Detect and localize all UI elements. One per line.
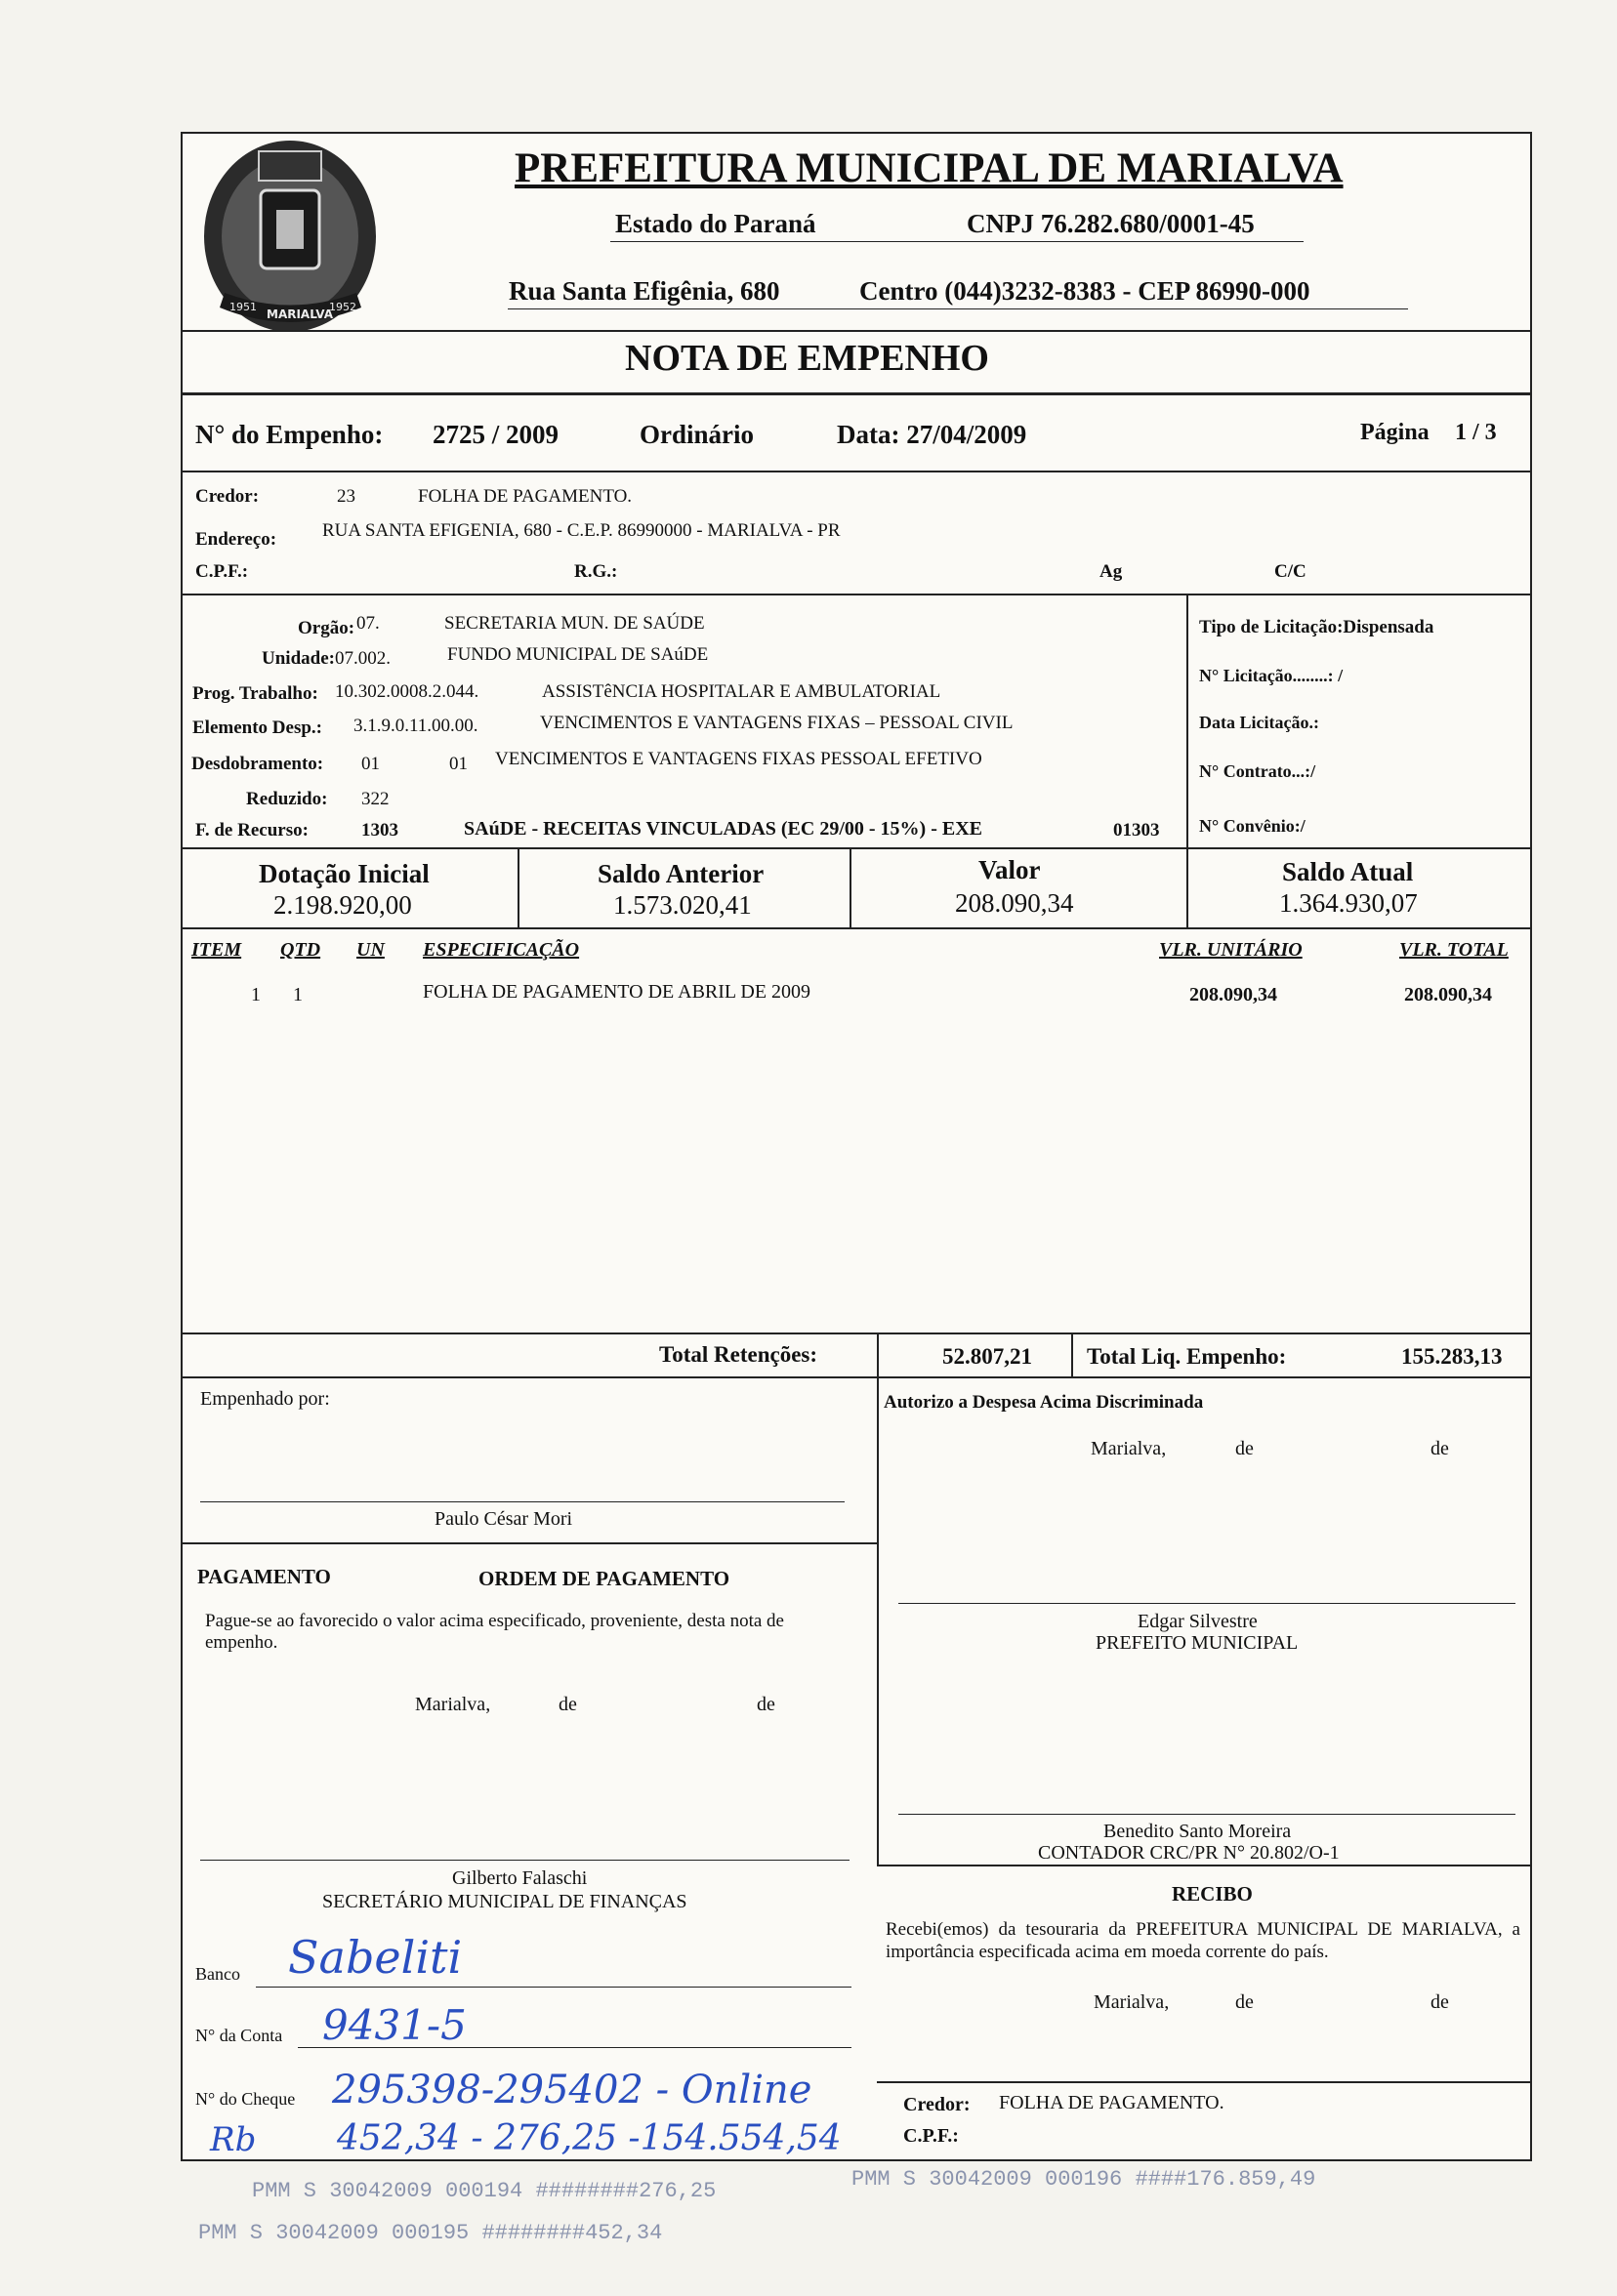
empenho-date: Data: 27/04/2009: [837, 420, 1027, 449]
autorizo-label: Autorizo a Despesa Acima Discriminada: [884, 1392, 1204, 1413]
data-licitacao: Data Licitação.:: [1199, 713, 1319, 732]
divider: [877, 1332, 879, 1376]
credor-name: FOLHA DE PAGAMENTO.: [418, 486, 633, 507]
pague-se-text: Pague-se ao favorecido o valor acima especificado, proveniente, desta nota de empenho.: [205, 1611, 784, 1653]
recurso: SAúDE - RECEITAS VINCULADAS (EC 29/00 - 15%) - EXE: [464, 818, 982, 840]
contact-info: Centro (044)3232-8383 - CEP 86990-000: [859, 276, 1310, 306]
crest-name: MARIALVA: [267, 308, 333, 321]
recibo-credor-label: Credor:: [903, 2094, 971, 2115]
desdobramento-label: Desdobramento:: [191, 754, 324, 774]
prog-code: 10.302.0008.2.044.: [335, 681, 479, 702]
cpf-label: C.P.F.:: [195, 561, 249, 582]
secretario-nome: Gilberto Falaschi: [452, 1867, 588, 1889]
elemento-label: Elemento Desp.:: [192, 718, 322, 738]
recibo-de-1: de: [1235, 1991, 1254, 2013]
divider: [181, 1376, 1530, 1378]
conta-label: N° da Conta: [195, 2026, 283, 2045]
numero-contrato: N° Contrato...:/: [1199, 761, 1316, 781]
col-valor-unitario: VLR. UNITÁRIO: [1159, 939, 1303, 961]
dotacao-label: Dotação Inicial: [259, 859, 430, 888]
item-especificacao: FOLHA DE PAGAMENTO DE ABRIL DE 2009: [423, 981, 811, 1003]
divider: [181, 471, 1530, 472]
tipo-licitacao: Tipo de Licitação:Dispensada: [1199, 617, 1434, 637]
divider: [850, 847, 851, 927]
retencoes-value: 52.807,21: [942, 1344, 1032, 1369]
divider: [181, 330, 1530, 332]
conta-line: [298, 2047, 851, 2048]
page-label: Página: [1360, 420, 1430, 445]
prog: ASSISTêNCIA HOSPITALAR E AMBULATORIAL: [542, 681, 941, 702]
divider: [181, 392, 1530, 395]
banco-handwritten: Sabeliti: [288, 1931, 463, 1984]
divider: [1071, 1332, 1073, 1376]
autorizo-de-2: de: [1430, 1438, 1449, 1459]
valor-value: 208.090,34: [955, 888, 1074, 918]
valores-handwritten: 452,34 - 276,25 -154.554,54: [337, 2118, 842, 2158]
recibo-credor: FOLHA DE PAGAMENTO.: [999, 2092, 1224, 2113]
divider: [877, 2081, 1530, 2083]
stamp-3: PMM S 30042009 000196 ####176.859,49: [851, 2167, 1316, 2192]
col-qtd: QTD: [280, 939, 321, 961]
recurso-label: F. de Recurso:: [195, 820, 309, 840]
crest-year-right: 1952: [329, 301, 356, 313]
valor-label: Valor: [978, 855, 1041, 884]
divider: [181, 1332, 1530, 1334]
credor-label: Credor:: [195, 486, 260, 507]
page-title: PREFEITURA MUNICIPAL DE MARIALVA: [515, 145, 1344, 191]
empenhado-nome: Paulo César Mori: [435, 1508, 573, 1530]
signature-line: [200, 1501, 845, 1502]
elemento-code: 3.1.9.0.11.00.00.: [353, 716, 478, 736]
crest-year-left: 1951: [229, 301, 257, 313]
divider: [181, 1542, 879, 1544]
cheque-handwritten: 295398-295402 - Online: [332, 2068, 812, 2112]
retencoes-label: Total Retenções:: [659, 1342, 818, 1367]
header-underline: [610, 241, 1304, 242]
banco-label: Banco: [195, 1964, 240, 1984]
ordem-pagamento-label: ORDEM DE PAGAMENTO: [478, 1567, 730, 1590]
col-un: UN: [356, 939, 385, 961]
pagamento-label: PAGAMENTO: [197, 1565, 331, 1588]
divider: [181, 927, 1530, 929]
stamp-2: PMM S 30042009 000195 ########452,34: [198, 2221, 663, 2245]
numero-licitacao: N° Licitação........: /: [1199, 666, 1344, 685]
divider: [877, 1376, 879, 1865]
state-name: Estado do Paraná: [615, 209, 816, 238]
numero-convenio: N° Convênio:/: [1199, 816, 1306, 836]
recurso-code: 1303: [361, 820, 398, 840]
signature-line: [898, 1814, 1515, 1815]
unidade: FUNDO MUNICIPAL DE SAúDE: [447, 644, 709, 665]
desdobramento-code-1: 01: [361, 754, 380, 774]
conta-corrente-label: C/C: [1274, 561, 1306, 582]
prefeito-nome: Edgar Silvestre: [1138, 1611, 1258, 1632]
endereco-label: Endereço:: [195, 529, 277, 550]
reduzido: 322: [361, 789, 390, 809]
document-title: NOTA DE EMPENHO: [625, 338, 989, 379]
conta-handwritten: 9431-5: [322, 2001, 467, 2049]
unidade-code: 07.002.: [335, 648, 391, 669]
saldo-atual-label: Saldo Atual: [1282, 857, 1414, 886]
endereco: RUA SANTA EFIGENIA, 680 - C.E.P. 86990000 - MARIALVA - PR: [322, 520, 841, 541]
ordem-de-1: de: [559, 1694, 577, 1715]
agencia-label: Ag: [1099, 561, 1123, 582]
empenhado-por-label: Empenhado por:: [200, 1388, 330, 1410]
contador-cargo: CONTADOR CRC/PR N° 20.802/O-1: [1038, 1842, 1340, 1864]
rg-label: R.G.:: [574, 561, 618, 582]
page-number: 1 / 3: [1455, 420, 1497, 445]
col-especificacao: ESPECIFICAÇÃO: [423, 939, 580, 961]
ordem-local: Marialva,: [415, 1694, 491, 1715]
saldo-anterior-value: 1.573.020,41: [613, 890, 752, 920]
recibo-text: Recebi(emos) da tesouraria da PREFEITURA MUNICIPAL DE MARIALVA, a importância especificada acima em moeda corrente do país.: [886, 1919, 1520, 1962]
address-underline: [508, 308, 1408, 309]
cnpj: CNPJ 76.282.680/0001-45: [967, 209, 1255, 238]
item-valor-unitario: 208.090,34: [1189, 984, 1277, 1005]
desdobramento-code-2: 01: [449, 754, 468, 774]
desdobramento: VENCIMENTOS E VANTAGENS FIXAS PESSOAL EFETIVO: [495, 749, 982, 769]
recibo-cpf-label: C.P.F.:: [903, 2125, 959, 2147]
orgao: SECRETARIA MUN. DE SAÚDE: [444, 613, 705, 634]
liquido-label: Total Liq. Empenho:: [1087, 1344, 1287, 1369]
divider: [1186, 847, 1188, 927]
unidade-label: Unidade:: [262, 648, 335, 669]
liquido-value: 155.283,13: [1401, 1344, 1503, 1369]
empenho-label: N° do Empenho:: [195, 420, 384, 449]
recibo-local: Marialva,: [1094, 1991, 1170, 2013]
item-number: 1: [251, 984, 261, 1005]
autorizo-de-1: de: [1235, 1438, 1254, 1459]
empenho-number: 2725 / 2009: [433, 420, 560, 449]
secretario-cargo: SECRETÁRIO MUNICIPAL DE FINANÇAS: [322, 1891, 687, 1912]
divider: [181, 594, 1530, 595]
autorizo-local: Marialva,: [1091, 1438, 1167, 1459]
contador-nome: Benedito Santo Moreira: [1103, 1821, 1292, 1842]
divider: [181, 847, 1530, 849]
orgao-code: 07.: [356, 613, 380, 634]
cheque-label: N° do Cheque: [195, 2089, 296, 2109]
prog-label: Prog. Trabalho:: [192, 683, 318, 704]
col-item: ITEM: [191, 939, 242, 961]
signature-line: [200, 1860, 850, 1861]
recibo-de-2: de: [1430, 1991, 1449, 2013]
divider: [518, 847, 519, 927]
item-valor-total: 208.090,34: [1404, 984, 1492, 1005]
banco-line: [256, 1987, 851, 1988]
empenho-type: Ordinário: [640, 420, 755, 449]
col-valor-total: VLR. TOTAL: [1399, 939, 1509, 961]
credor-code: 23: [337, 486, 355, 507]
stamp-1: PMM S 30042009 000194 ########276,25: [252, 2179, 717, 2203]
saldo-atual-value: 1.364.930,07: [1279, 888, 1418, 918]
orgao-label: Orgão:: [298, 618, 355, 638]
municipal-crest-logo: [200, 137, 381, 337]
reduzido-label: Reduzido:: [246, 789, 328, 809]
divider: [1186, 594, 1188, 849]
dotacao-value: 2.198.920,00: [273, 890, 412, 920]
prefeito-cargo: PREFEITO MUNICIPAL: [1096, 1632, 1299, 1654]
rb-handwritten: Rb: [210, 2120, 257, 2159]
recibo-title: RECIBO: [1172, 1882, 1253, 1906]
item-qtd: 1: [293, 984, 303, 1005]
elemento: VENCIMENTOS E VANTAGENS FIXAS – PESSOAL CIVIL: [540, 713, 1014, 733]
ordem-de-2: de: [757, 1694, 775, 1715]
signature-line: [898, 1603, 1515, 1604]
divider: [877, 1865, 1530, 1866]
saldo-anterior-label: Saldo Anterior: [598, 859, 765, 888]
recurso-code-2: 01303: [1113, 820, 1160, 840]
address: Rua Santa Efigênia, 680: [509, 276, 780, 306]
